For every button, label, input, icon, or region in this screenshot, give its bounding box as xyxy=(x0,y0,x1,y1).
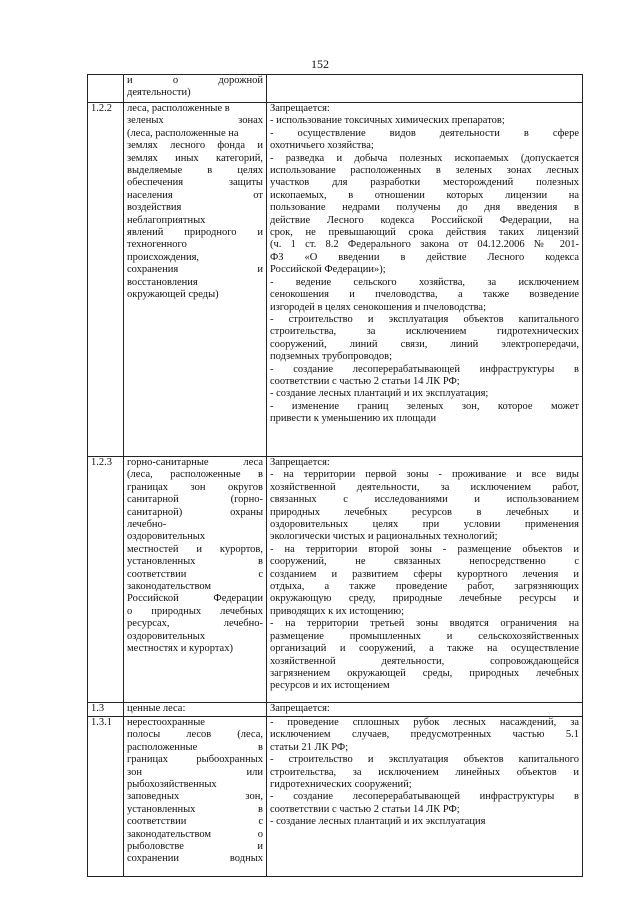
category-line: Российской Федерации xyxy=(127,593,263,605)
restrictions-cell xyxy=(267,103,583,457)
category-line: ценные леса: xyxy=(127,703,186,714)
restriction-line: пользование недрами получены до дня введения в xyxy=(270,202,579,214)
restriction-line: отдыха, а также проведение работ, загрязняющих xyxy=(270,581,579,593)
restriction-line: связанных с исследованиями и использованием xyxy=(270,494,579,506)
restriction-line: строительства, за исключением гидротехнических xyxy=(270,326,579,338)
restrictions-cell xyxy=(267,75,583,103)
restriction-line: организаций и сооружений, а также на осуществление xyxy=(270,643,579,655)
category-line: установленных в xyxy=(127,556,263,568)
category-line: землях иных категорий, xyxy=(127,152,263,164)
category-line: происхождения, xyxy=(127,251,200,263)
restriction-line: гидротехнических сооружений; xyxy=(270,779,412,791)
category-line: выделяемые в целях xyxy=(127,165,263,177)
restrictions-cell xyxy=(267,457,583,703)
category-line: населения от xyxy=(127,189,263,201)
category-line: деятельности) xyxy=(127,87,191,99)
restriction-line: загрязнением окружающей среды, природных лечебных xyxy=(270,667,579,679)
restriction-line: Запрещается: xyxy=(270,703,330,714)
regulation-table xyxy=(87,74,583,877)
restriction-line: сооружений, не связанных непосредственно с xyxy=(270,556,579,568)
category-line: установленных в xyxy=(127,803,263,815)
restriction-line: - осуществление видов деятельности в сфере xyxy=(270,127,579,139)
category-line: границах зон округов xyxy=(127,481,263,493)
category-line: заповедных зон, xyxy=(127,791,263,803)
restriction-line: - строительство и эксплуатация объектов капитального xyxy=(270,754,579,766)
category-line: оздоровительных xyxy=(127,531,206,543)
category-line: сохранении водных xyxy=(127,853,263,865)
restriction-line: сенокошения и пчеловодства, а также возведение xyxy=(270,289,579,301)
forest-category-cell xyxy=(124,703,267,717)
restriction-line: привести к уменьшению их площади xyxy=(270,413,437,425)
restriction-line: Запрещается: xyxy=(270,103,330,114)
restriction-line: - строительство и эксплуатация объектов капитального xyxy=(270,313,579,325)
category-line: санитарной (горно- xyxy=(127,494,263,506)
restriction-line: - изменение границ зеленых зон, которое может xyxy=(270,400,579,412)
restriction-line: природных лечебных ресурсов в лечебных и xyxy=(270,506,579,518)
row-number-cell: 1.2.2 xyxy=(88,103,124,457)
restriction-line: - проведение сплошных рубок лесных насаждений, за xyxy=(270,717,579,728)
restriction-line: экологически чистых и рациональных технологий; xyxy=(270,531,498,543)
category-line: местностей и курортов, xyxy=(127,543,263,555)
category-line: обеспечения защиты xyxy=(127,177,263,189)
category-line: леса, расположенные в xyxy=(127,103,230,114)
category-line: законодательством xyxy=(127,581,212,593)
category-line: воздействия xyxy=(127,202,182,214)
category-line: соответствии с xyxy=(127,568,263,580)
category-line: соответствии с xyxy=(127,816,263,828)
row-number-cell: 1.2.3 xyxy=(88,457,124,703)
category-line: нерестоохранные xyxy=(127,717,205,728)
restriction-line: окружающую среду, природные лечебные ресурсы и xyxy=(270,593,579,605)
category-line: о природных лечебных xyxy=(127,605,263,617)
restriction-line: (ч. 1 ст. 8.2 Федерального закона от 04.12.2006 № 201- xyxy=(270,239,579,251)
restriction-line: - ведение сельского хозяйства, за исключением xyxy=(270,276,579,288)
category-line: лечебно- xyxy=(127,519,167,531)
category-line: неблагоприятных xyxy=(127,214,206,226)
table-row-1-3 xyxy=(88,703,583,717)
restrictions-cell xyxy=(267,703,583,717)
category-line: законодательством о xyxy=(127,828,263,840)
table-row-1-2-2 xyxy=(88,103,583,457)
category-line: зон или xyxy=(127,766,263,778)
category-line: рыболовстве и xyxy=(127,841,263,853)
category-line: оздоровительных xyxy=(127,630,206,642)
restriction-line: размещение промышленных и сельскохозяйственных xyxy=(270,630,579,642)
category-line: местностях и курортах) xyxy=(127,643,233,655)
category-line: санитарной) охраны xyxy=(127,506,263,518)
table-row-1-3-1 xyxy=(88,717,583,877)
restriction-line: - создание лесоперерабатывающей инфраструктуры в xyxy=(270,363,579,375)
restriction-line: - на территории второй зоны - размещение объектов и xyxy=(270,543,579,555)
forest-category-cell xyxy=(124,75,267,103)
restriction-line: - создание лесоперерабатывающей инфраструктуры в xyxy=(270,791,579,803)
row-number-cell: 1.3.1 xyxy=(88,717,124,877)
category-line: границах рыбоохранных xyxy=(127,754,263,766)
restriction-line: Запрещается: xyxy=(270,457,330,468)
restriction-line: статьи 21 ЛК РФ; xyxy=(270,741,349,753)
restriction-line: - на территории первой зоны - проживание и все виды xyxy=(270,469,579,481)
restriction-line: - на территории третьей зоны вводятся ограничения на xyxy=(270,618,579,630)
restriction-line: оздоровительных целях при условии применения xyxy=(270,519,579,531)
category-line: и о дорожной xyxy=(127,75,263,86)
restriction-line: соответствии с частью 2 статьи 14 ЛК РФ; xyxy=(270,375,460,387)
restriction-line: ФЗ «О введении в действие Лесного кодекса xyxy=(270,251,579,263)
restriction-line: участков для разработки месторождений полезных xyxy=(270,177,579,189)
table-row-1-2-3 xyxy=(88,457,583,703)
category-line: зеленых зонах xyxy=(127,115,263,127)
restriction-line: соответствии с частью 2 статьи 14 ЛК РФ; xyxy=(270,803,460,815)
restriction-line: охотничьего хозяйства; xyxy=(270,140,374,152)
category-line: рыбохозяйственных xyxy=(127,779,217,791)
restriction-line: подземных трубопроводов; xyxy=(270,351,392,363)
restriction-line: строительства, за исключением линейных объектов и xyxy=(270,766,579,778)
restriction-line: - разведка и добыча полезных ископаемых (допускается xyxy=(270,152,579,164)
restriction-line: использование расположенных в зеленых зонах лесных xyxy=(270,165,579,177)
table-row-continued xyxy=(88,75,583,103)
restriction-line: Российской Федерации»); xyxy=(270,264,386,276)
forest-category-cell xyxy=(124,717,267,877)
restriction-line: сооружений, линий связи, линий электропередачи, xyxy=(270,338,579,350)
restriction-line: срок, не превышающий срока действия таких лицензий xyxy=(270,227,579,239)
category-line: ресурсах, лечебно- xyxy=(127,618,263,630)
restriction-line: - использование токсичных химических препаратов; xyxy=(270,115,505,127)
category-line: расположенные в xyxy=(127,741,263,753)
restriction-line: - создание лесных плантаций и их эксплуатация; xyxy=(270,388,489,400)
restriction-line: - создание лесных плантаций и их эксплуатация xyxy=(270,816,486,828)
category-line: (леса, расположенные в xyxy=(127,469,263,481)
category-line: сохранения и xyxy=(127,264,263,276)
page-number: 152 xyxy=(311,57,329,71)
row-number-cell: 1.3 xyxy=(88,703,124,717)
category-line: горно-санитарные леса xyxy=(127,457,263,468)
category-line: явлений природного и xyxy=(127,227,263,239)
forest-category-cell xyxy=(124,457,267,703)
category-line: окружающей среды) xyxy=(127,289,219,301)
category-line: землях лесного фонда и xyxy=(127,140,263,152)
category-line: техногенного xyxy=(127,239,187,251)
restriction-line: ископаемых, в отношении которых лицензии на xyxy=(270,189,579,201)
restriction-line: исключением случаев, предусмотренных частью 5.1 xyxy=(270,729,579,741)
row-number-cell xyxy=(88,75,124,103)
restriction-line: приводящих к их истощению; xyxy=(270,605,405,617)
category-line: (леса, расположенные на xyxy=(127,127,239,139)
restriction-line: созданием и развитием сферы курортного лечения и xyxy=(270,568,579,580)
category-line: восстановления xyxy=(127,276,198,288)
restrictions-cell xyxy=(267,717,583,877)
restriction-line: изгородей в целях сенокошения и пчеловодства; xyxy=(270,301,487,313)
forest-category-cell xyxy=(124,103,267,457)
restriction-line: хозяйственной деятельности, за исключением работ, xyxy=(270,481,579,493)
restriction-line: хозяйственной деятельности, сопровождающейся xyxy=(270,655,579,667)
restriction-line: действие Лесного кодекса Российской Федерации, на xyxy=(270,214,579,226)
restriction-line: ресурсов и их истощением xyxy=(270,680,390,692)
category-line: полосы лесов (леса, xyxy=(127,729,263,741)
